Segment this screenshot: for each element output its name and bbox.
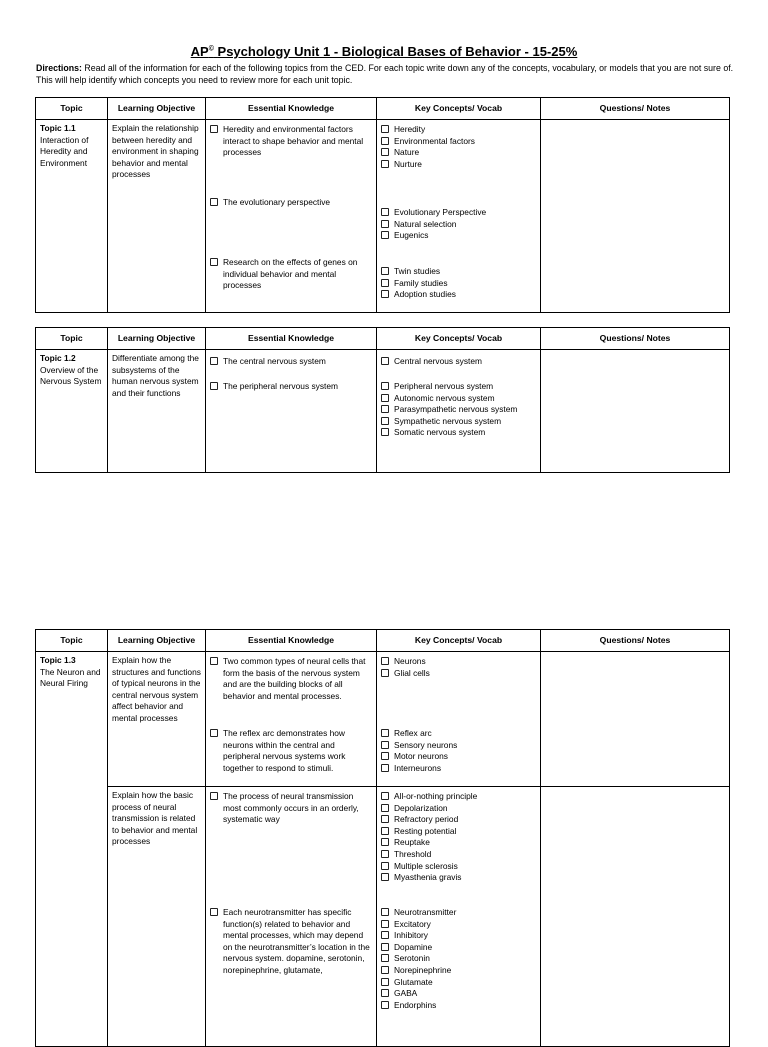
vocab-item[interactable] — [381, 124, 536, 136]
checkbox[interactable] — [210, 357, 218, 365]
checkbox[interactable] — [381, 741, 389, 749]
checkbox[interactable] — [381, 729, 389, 737]
essential-knowledge-cell — [206, 652, 377, 787]
vocab-label: Multiple sclerosis — [394, 860, 458, 871]
checkbox[interactable] — [381, 231, 389, 239]
checkbox[interactable] — [381, 148, 389, 156]
checkbox[interactable] — [381, 417, 389, 425]
col-questions-notes: Questions/ Notes — [541, 328, 730, 350]
checkbox[interactable] — [381, 827, 389, 835]
vocab-label: Natural selection — [394, 218, 457, 229]
vocab-label: Myasthenia gravis — [394, 872, 462, 883]
vocab-item[interactable] — [381, 416, 536, 428]
vocab-item[interactable] — [381, 136, 536, 148]
col-questions-notes: Questions/ Notes — [541, 98, 730, 120]
vocab-label: Neurons — [394, 656, 426, 666]
checkbox[interactable] — [381, 208, 389, 216]
checkbox[interactable] — [381, 752, 389, 760]
col-topic: Topic — [36, 98, 108, 120]
vocab-item[interactable] — [381, 763, 536, 775]
checkbox[interactable] — [381, 1001, 389, 1009]
vocab-item[interactable] — [381, 791, 536, 803]
topic-1-1-table — [35, 97, 730, 313]
vocab-label: Refractory period — [394, 814, 459, 825]
checkbox[interactable] — [381, 815, 389, 823]
learning-objective: Explain the relationship between heredity and environment in shaping behavior and mental processes — [108, 120, 206, 313]
vocab-item[interactable] — [381, 751, 536, 763]
vocab-label: Sensory neurons — [394, 739, 458, 750]
vocab-item[interactable] — [381, 907, 536, 919]
topic-name: Interaction of Heredity and Environment — [40, 134, 89, 168]
vocab-label: Depolarization — [394, 802, 448, 813]
checkbox[interactable] — [381, 850, 389, 858]
vocab-label: Neurotransmitter — [394, 907, 457, 917]
topic-name: The Neuron and Neural Firing — [40, 666, 101, 689]
vocab-label: Eugenics — [394, 230, 429, 241]
vocab-label: Motor neurons — [394, 751, 448, 762]
col-learning-objective: Learning Objective — [108, 98, 206, 120]
ek-item[interactable]: The evolutionary perspective — [210, 197, 372, 209]
col-questions-notes: Questions/ Notes — [541, 630, 730, 652]
vocab-item[interactable] — [381, 872, 536, 884]
checkbox[interactable] — [381, 267, 389, 275]
vocab-item[interactable] — [381, 278, 536, 290]
learning-objective: Differentiate among the subsystems of the human nervous system and their functions — [108, 350, 206, 473]
directions-text: Directions: Read all of the information for each of the following topics from the CED. For each topic write down any of the concepts, vocabulary, or models that you are not sure of. This will help identify which concepts you need to review more for each unit topic. — [36, 63, 734, 85]
ek-item[interactable]: The process of neural transmission most commonly occurs in an orderly, systematic way — [210, 791, 372, 826]
col-key-concepts: Key Concepts/ Vocab — [377, 98, 541, 120]
checkbox[interactable] — [381, 943, 389, 951]
checkbox[interactable] — [381, 862, 389, 870]
topic-code: Topic 1.1 — [40, 123, 76, 133]
notes-cell[interactable] — [541, 120, 730, 313]
ek-item[interactable]: Each neurotransmitter has specific function(s) related to behavior and mental processes, which may depend on the neurotransmitter’s location in the nervous system. dopamine, serotonin, norepinephrine, glutamate, — [210, 907, 372, 977]
vocab-label: Heredity — [394, 124, 426, 134]
ek-item[interactable]: Research on the effects of genes on individual behavior and mental processes — [210, 257, 372, 292]
col-topic: Topic — [36, 328, 108, 350]
topic-1-3-table — [35, 629, 730, 1047]
checkbox[interactable] — [381, 931, 389, 939]
checkbox[interactable] — [381, 804, 389, 812]
ek-item[interactable]: The reflex arc demonstrates how neurons within the central and peripheral nervous systems work together to respond to stimuli. — [210, 728, 372, 774]
ek-item[interactable]: The central nervous system — [210, 356, 372, 368]
checkbox[interactable] — [381, 920, 389, 928]
checkbox[interactable] — [381, 394, 389, 402]
vocab-item[interactable] — [381, 219, 536, 231]
checkbox[interactable] — [381, 428, 389, 436]
col-essential-knowledge: Essential Knowledge — [206, 98, 377, 120]
ek-item[interactable]: Heredity and environmental factors interact to shape behavior and mental processes — [210, 124, 372, 159]
vocab-label: Endorphins — [394, 999, 437, 1010]
key-concepts-cell — [377, 120, 541, 313]
vocab-item[interactable] — [381, 159, 536, 171]
learning-objective: Explain how the structures and functions of typical neurons in the central nervous system affect behavior and mental processes — [108, 652, 206, 787]
topic-code: Topic 1.2 — [40, 353, 76, 363]
vocab-label: Inhibitory — [394, 930, 428, 941]
vocab-item[interactable] — [381, 977, 536, 989]
topic-cell — [36, 350, 108, 473]
vocab-label: Peripheral nervous system — [394, 381, 494, 391]
vocab-item[interactable] — [381, 740, 536, 752]
checkbox[interactable] — [210, 657, 218, 665]
vocab-item[interactable] — [381, 953, 536, 965]
ek-item[interactable]: Two common types of neural cells that form the basis of the nervous system and are the building blocks of all behavior and mental processes. — [210, 656, 372, 702]
key-concepts-cell — [377, 787, 541, 1047]
vocab-item[interactable] — [381, 803, 536, 815]
checkbox[interactable] — [210, 792, 218, 800]
checkbox[interactable] — [381, 764, 389, 772]
vocab-item[interactable] — [381, 147, 536, 159]
vocab-label: Sympathetic nervous system — [394, 415, 502, 426]
vocab-label: Resting potential — [394, 825, 457, 836]
checkbox[interactable] — [210, 729, 218, 737]
vocab-item[interactable] — [381, 356, 536, 368]
checkbox[interactable] — [210, 125, 218, 133]
checkbox[interactable] — [210, 258, 218, 266]
checkbox[interactable] — [381, 838, 389, 846]
col-key-concepts: Key Concepts/ Vocab — [377, 630, 541, 652]
vocab-label: Excitatory — [394, 918, 431, 929]
vocab-item[interactable] — [381, 849, 536, 861]
checkbox[interactable] — [381, 908, 389, 916]
col-learning-objective: Learning Objective — [108, 328, 206, 350]
vocab-item[interactable] — [381, 207, 536, 219]
notes-cell[interactable] — [541, 652, 730, 787]
vocab-item[interactable] — [381, 930, 536, 942]
checkbox[interactable] — [381, 137, 389, 145]
checkbox[interactable] — [381, 220, 389, 228]
vocab-item[interactable] — [381, 826, 536, 838]
col-key-concepts: Key Concepts/ Vocab — [377, 328, 541, 350]
checkbox[interactable] — [381, 279, 389, 287]
vocab-item[interactable] — [381, 404, 536, 416]
checkbox[interactable] — [381, 405, 389, 413]
checkbox[interactable] — [381, 954, 389, 962]
checkbox[interactable] — [381, 978, 389, 986]
vocab-label: Interneurons — [394, 762, 442, 773]
vocab-label: Autonomic nervous system — [394, 392, 495, 403]
checkbox[interactable] — [381, 989, 389, 997]
vocab-item[interactable] — [381, 965, 536, 977]
vocab-label: Norepinephrine — [394, 964, 452, 975]
vocab-label: Central nervous system — [394, 356, 482, 366]
vocab-item[interactable] — [381, 656, 536, 668]
col-topic: Topic — [36, 630, 108, 652]
checkbox[interactable] — [381, 657, 389, 665]
checkbox[interactable] — [381, 382, 389, 390]
topic-1-2-table — [35, 327, 730, 473]
vocab-label: Reuptake — [394, 837, 430, 848]
topic-cell — [36, 652, 108, 1047]
vocab-item[interactable] — [381, 1000, 536, 1012]
vocab-label: Parasympathetic nervous system — [394, 404, 518, 415]
vocab-item[interactable] — [381, 942, 536, 954]
vocab-item[interactable] — [381, 814, 536, 826]
col-essential-knowledge: Essential Knowledge — [206, 328, 377, 350]
checkbox[interactable] — [210, 908, 218, 916]
checkbox[interactable] — [381, 357, 389, 365]
vocab-item[interactable] — [381, 837, 536, 849]
vocab-item[interactable] — [381, 919, 536, 931]
vocab-label: Nature — [394, 147, 420, 158]
checkbox[interactable] — [210, 198, 218, 206]
checkbox[interactable] — [381, 792, 389, 800]
vocab-label: Glutamate — [394, 976, 433, 987]
vocab-label: Twin studies — [394, 266, 441, 276]
notes-cell[interactable] — [541, 787, 730, 1047]
vocab-item[interactable] — [381, 861, 536, 873]
vocab-label: Glial cells — [394, 667, 430, 678]
topic-code: Topic 1.3 — [40, 655, 76, 665]
vocab-label: Environmental factors — [394, 135, 475, 146]
checkbox[interactable] — [210, 382, 218, 390]
topic-cell — [36, 120, 108, 313]
vocab-label: Dopamine — [394, 941, 433, 952]
vocab-item[interactable] — [381, 988, 536, 1000]
essential-knowledge-cell — [206, 787, 377, 1047]
checkbox[interactable] — [381, 966, 389, 974]
checkbox[interactable] — [381, 290, 389, 298]
vocab-item[interactable] — [381, 393, 536, 405]
vocab-label: Nurture — [394, 158, 422, 169]
vocab-label: Serotonin — [394, 953, 430, 964]
vocab-item[interactable] — [381, 289, 536, 301]
vocab-item[interactable] — [381, 230, 536, 242]
key-concepts-cell — [377, 350, 541, 473]
vocab-label: Reflex arc — [394, 728, 432, 738]
vocab-label: Threshold — [394, 848, 432, 859]
vocab-label: All-or-nothing principle — [394, 791, 478, 801]
vocab-item[interactable] — [381, 266, 536, 278]
checkbox[interactable] — [381, 873, 389, 881]
page-title: AP© Psychology Unit 1 - Biological Bases of Behavior - 15-25% — [190, 44, 578, 59]
checkbox[interactable] — [381, 669, 389, 677]
essential-knowledge-cell — [206, 120, 377, 313]
vocab-label: Somatic nervous system — [394, 427, 486, 438]
vocab-label: Family studies — [394, 277, 448, 288]
col-learning-objective: Learning Objective — [108, 630, 206, 652]
vocab-label: Adoption studies — [394, 289, 456, 300]
vocab-item[interactable] — [381, 728, 536, 740]
vocab-label: Evolutionary Perspective — [394, 207, 487, 217]
essential-knowledge-cell — [206, 350, 377, 473]
vocab-item[interactable] — [381, 427, 536, 439]
col-essential-knowledge: Essential Knowledge — [206, 630, 377, 652]
vocab-label: GABA — [394, 988, 418, 999]
vocab-item[interactable] — [381, 381, 536, 393]
topic-name: Overview of the Nervous System — [40, 364, 102, 387]
notes-cell[interactable] — [541, 350, 730, 473]
learning-objective: Explain how the basic process of neural transmission is related to behavior and mental processes — [108, 787, 206, 1047]
ek-item[interactable]: The peripheral nervous system — [210, 381, 372, 393]
checkbox[interactable] — [381, 160, 389, 168]
vocab-item[interactable] — [381, 668, 536, 680]
checkbox[interactable] — [381, 125, 389, 133]
key-concepts-cell — [377, 652, 541, 787]
